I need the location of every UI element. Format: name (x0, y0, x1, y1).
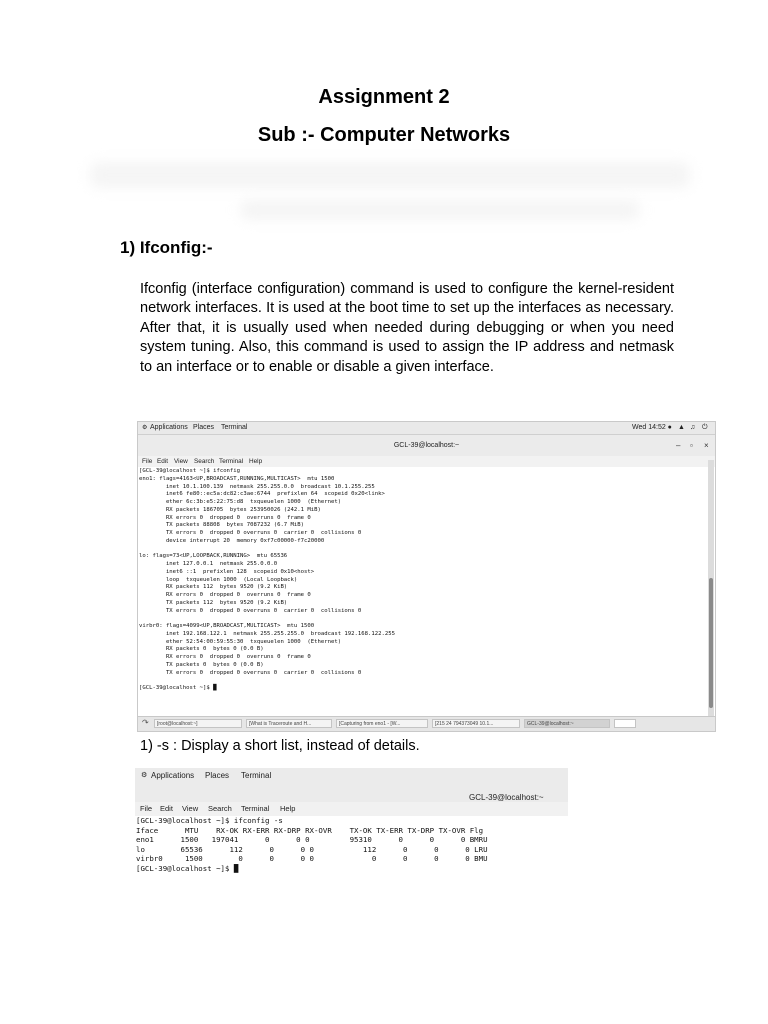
terminal-output[interactable]: [GCL-39@localhost ~]$ ifconfig eno1: flags=4163<UP,BROADCAST,RUNNING,MULTICAST> mtu 1500 inet 10.1.100.139 netmask 255.255.0.0 broadcast 10.1.255.255 inet6 fe80::ec5a:dc82:c3ae:6744 prefixlen 64 scopeid 0x20<link> ether 6c:3b:e5:22:75:d8 txqueuelen 1000 (Ethernet) RX packets 186705 bytes 253950026 (242.1 MiB) RX errors 0 dropped 0 overruns 0 frame 0 TX packets 88808 bytes 7087232 (6.7 MiB) TX errors 0 dropped 0 overruns 0 carrier 0 collisions 0 device interrupt 20 memory 0xf7c00000-f7c20000 lo: flags=73<UP,LOOPBACK,RUNNING> mtu 65536 inet 127.0.0.1 netmask 255.0.0.0 inet6 ::1 prefixlen 128 scopeid 0x10<host> loop txqueuelen 1000 (Local Loopback) RX packets 112 bytes 9520 (9.2 KiB) RX errors 0 dropped 0 overruns 0 frame 0 TX packets 112 bytes 9520 (9.2 KiB) TX errors 0 dropped 0 overruns 0 carrier 0 collisions 0 virbr0: flags=4099<UP,BROADCAST,MULTICAST> mtu 1500 inet 192.168.122.1 netmask 255.255.255.0 broadcast 192.168.122.255 ether 52:54:00:59:55:30 txqueuelen 1000 (Ethernet) RX packets 0 bytes 0 (0.0 B) RX errors 0 dropped 0 overruns 0 frame 0 TX packets 0 bytes 0 (0.0 B) TX errors 0 dropped 0 overruns 0 carrier 0 collisions 0 [GCL-39@localhost ~]$ █ (139, 468, 395, 691)
ifconfig-screenshot (137, 421, 716, 732)
menu-edit[interactable]: Edit (160, 804, 173, 813)
applications-menu[interactable]: Applications (151, 771, 195, 780)
terminal-output[interactable]: [GCL-39@localhost ~]$ ifconfig -s Iface MTU RX-OK RX-ERR RX-DRP RX-OVR TX-OK TX-ERR TX-DRP TX-OVR Flg eno1 1500 197041 0 0 0 95310 0 0 0 BMRU lo 65536 112 0 0 0 112 0 0 0 LRU virbr0 1500 0 0 0 0 0 0 0 0 BMU [GCL-39@localhost ~]$ █ (136, 816, 488, 873)
terminal-menu[interactable]: Terminal (241, 771, 272, 780)
menu-view[interactable]: View (174, 458, 188, 465)
volume-icon[interactable]: ♫ (690, 424, 696, 431)
ifconfig-s-screenshot (135, 768, 568, 901)
gnome-top-bar (138, 422, 715, 435)
menu-file[interactable]: File (140, 804, 153, 813)
network-icon[interactable]: ▲ (678, 424, 685, 431)
window-title: GCL-39@localhost:~ (393, 442, 460, 449)
places-menu[interactable]: Places (193, 424, 215, 431)
taskbar-item[interactable]: [215 24 794373049 10.1... (432, 719, 520, 728)
window-title: GCL-39@localhost:~ (469, 793, 544, 802)
document-title: Assignment 2 (318, 86, 450, 108)
show-desktop-icon[interactable]: ↷ (142, 718, 149, 727)
taskbar-item[interactable]: [Capturing from eno1 - [W... (336, 719, 428, 728)
menu-view[interactable]: View (182, 804, 199, 813)
close-icon[interactable]: × (704, 441, 709, 450)
scrollbar-thumb[interactable] (709, 578, 713, 708)
section-heading: 1) Ifconfig:- (120, 238, 213, 257)
minimize-icon[interactable]: – (676, 441, 681, 450)
terminal-scrollbar[interactable] (708, 460, 714, 716)
menu-help[interactable]: Help (249, 458, 263, 465)
menu-search[interactable]: Search (208, 804, 232, 813)
document-subtitle: Sub :- Computer Networks (257, 124, 511, 146)
terminal-menu[interactable]: Terminal (221, 424, 248, 431)
list-item-s-option: 1) -s : Display a short list, instead of details. (140, 738, 420, 754)
maximize-icon[interactable]: ▫ (690, 441, 693, 450)
menu-file[interactable]: File (142, 458, 153, 465)
power-icon[interactable]: ⏻ (702, 424, 708, 431)
places-menu[interactable]: Places (205, 771, 230, 780)
menu-edit[interactable]: Edit (157, 458, 169, 465)
taskbar-item[interactable]: [root@localhost:~] (154, 719, 242, 728)
menu-terminal[interactable]: Terminal (241, 804, 270, 813)
window-titlebar (138, 435, 715, 456)
window-taskbar (138, 716, 715, 731)
taskbar-item-active[interactable]: GCL-39@localhost:~ (524, 719, 610, 728)
clock: Wed 14:52 ● (632, 424, 672, 431)
menu-terminal[interactable]: Terminal (219, 458, 244, 465)
gnome-top-bar (135, 768, 568, 784)
applications-menu[interactable]: Applications (150, 424, 188, 431)
menu-search[interactable]: Search (194, 458, 215, 465)
menu-help[interactable]: Help (280, 804, 296, 813)
applications-icon: ⚙ (142, 425, 148, 431)
body-paragraph: Ifconfig (interface configuration) command is used to configure the kernel-resident network interfaces. It is used at the boot time to set up the interfaces as necessary. After that, it is usually used when needed during debugging or when you need system tuning. Also, this command is used to assign the IP address and netmask to an interface or to enable or disable a given interface. (140, 281, 674, 375)
terminal-menubar (135, 802, 568, 816)
terminal-menubar (138, 456, 715, 467)
taskbar-item[interactable]: [What is Traceroute and H... (246, 719, 332, 728)
workspace-switcher[interactable] (614, 719, 636, 728)
applications-icon: ⚙ (141, 772, 148, 779)
